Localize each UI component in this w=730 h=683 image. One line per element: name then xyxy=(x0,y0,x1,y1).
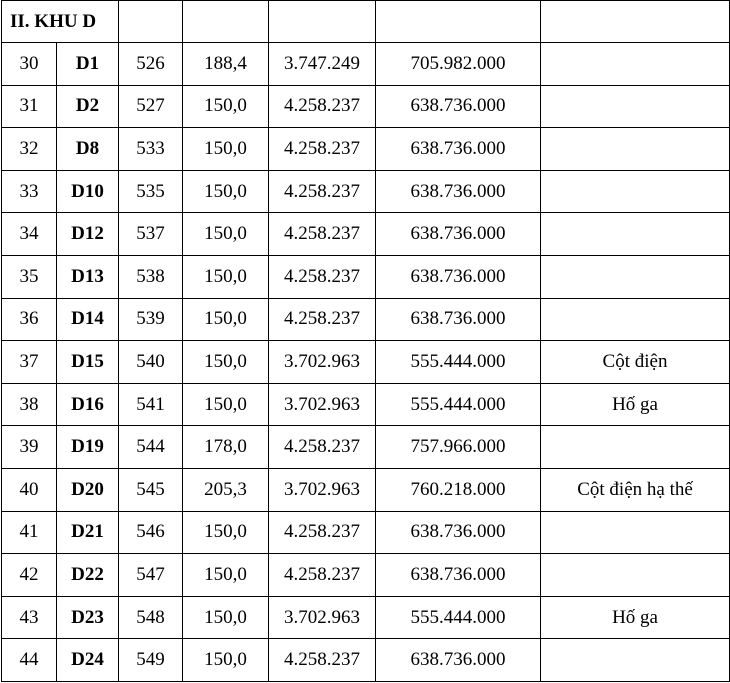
plot-number-cell: 545 xyxy=(119,468,183,511)
unit-price-cell: 3.747.249 xyxy=(269,43,376,86)
stt-cell: 41 xyxy=(2,511,57,554)
lot-code-cell: D15 xyxy=(57,341,119,384)
total-price-cell: 638.736.000 xyxy=(376,298,541,341)
lot-code-cell: D13 xyxy=(57,255,119,298)
plot-number-cell: 539 xyxy=(119,298,183,341)
area-cell: 150,0 xyxy=(183,596,269,639)
lot-code-cell: D19 xyxy=(57,426,119,469)
stt-cell: 35 xyxy=(2,255,57,298)
lot-code-cell: D20 xyxy=(57,468,119,511)
note-cell xyxy=(541,43,730,86)
area-cell: 150,0 xyxy=(183,341,269,384)
table-row xyxy=(2,383,730,426)
lot-code-cell: D24 xyxy=(57,639,119,682)
stt-cell: 30 xyxy=(2,43,57,86)
unit-price-cell: 3.702.963 xyxy=(269,383,376,426)
unit-price-cell: 4.258.237 xyxy=(269,128,376,171)
plot-number-cell: 537 xyxy=(119,213,183,256)
unit-price-cell: 4.258.237 xyxy=(269,426,376,469)
total-price-cell: 638.736.000 xyxy=(376,170,541,213)
stt-cell: 34 xyxy=(2,213,57,256)
unit-price-cell: 4.258.237 xyxy=(269,298,376,341)
total-price-cell: 760.218.000 xyxy=(376,468,541,511)
table-row xyxy=(2,639,730,682)
total-price-cell: 638.736.000 xyxy=(376,554,541,597)
stt-cell: 43 xyxy=(2,596,57,639)
table-row xyxy=(2,298,730,341)
note-cell: Cột điện xyxy=(541,341,730,384)
plot-number-cell: 533 xyxy=(119,128,183,171)
note-cell xyxy=(541,85,730,128)
land-lot-table xyxy=(1,0,730,682)
table-row xyxy=(2,85,730,128)
total-price-cell: 638.736.000 xyxy=(376,255,541,298)
area-cell: 150,0 xyxy=(183,298,269,341)
unit-price-cell: 4.258.237 xyxy=(269,554,376,597)
empty-cell xyxy=(119,1,183,43)
stt-cell: 33 xyxy=(2,170,57,213)
plot-number-cell: 549 xyxy=(119,639,183,682)
lot-code-cell: D10 xyxy=(57,170,119,213)
table-row xyxy=(2,170,730,213)
stt-cell: 32 xyxy=(2,128,57,171)
lot-code-cell: D16 xyxy=(57,383,119,426)
area-cell: 188,4 xyxy=(183,43,269,86)
area-cell: 150,0 xyxy=(183,511,269,554)
lot-code-cell: D21 xyxy=(57,511,119,554)
lot-code-cell: D8 xyxy=(57,128,119,171)
total-price-cell: 555.444.000 xyxy=(376,341,541,384)
total-price-cell: 638.736.000 xyxy=(376,128,541,171)
plot-number-cell: 546 xyxy=(119,511,183,554)
unit-price-cell: 3.702.963 xyxy=(269,596,376,639)
unit-price-cell: 4.258.237 xyxy=(269,639,376,682)
note-cell: Hố ga xyxy=(541,596,730,639)
total-price-cell: 638.736.000 xyxy=(376,213,541,256)
empty-cell xyxy=(183,1,269,43)
stt-cell: 39 xyxy=(2,426,57,469)
total-price-cell: 705.982.000 xyxy=(376,43,541,86)
table-row xyxy=(2,596,730,639)
section-header-row xyxy=(2,1,730,43)
note-cell xyxy=(541,511,730,554)
unit-price-cell: 4.258.237 xyxy=(269,255,376,298)
unit-price-cell: 4.258.237 xyxy=(269,85,376,128)
unit-price-cell: 4.258.237 xyxy=(269,170,376,213)
table-row xyxy=(2,554,730,597)
note-cell xyxy=(541,128,730,171)
stt-cell: 44 xyxy=(2,639,57,682)
unit-price-cell: 4.258.237 xyxy=(269,213,376,256)
unit-price-cell: 3.702.963 xyxy=(269,341,376,384)
plot-number-cell: 527 xyxy=(119,85,183,128)
area-cell: 150,0 xyxy=(183,128,269,171)
note-cell: Hố ga xyxy=(541,383,730,426)
area-cell: 150,0 xyxy=(183,554,269,597)
total-price-cell: 555.444.000 xyxy=(376,596,541,639)
table-row xyxy=(2,468,730,511)
unit-price-cell: 3.702.963 xyxy=(269,468,376,511)
stt-cell: 37 xyxy=(2,341,57,384)
plot-number-cell: 526 xyxy=(119,43,183,86)
area-cell: 150,0 xyxy=(183,255,269,298)
table-body xyxy=(2,1,730,682)
empty-cell xyxy=(376,1,541,43)
stt-cell: 42 xyxy=(2,554,57,597)
table-row xyxy=(2,426,730,469)
area-cell: 150,0 xyxy=(183,85,269,128)
lot-code-cell: D23 xyxy=(57,596,119,639)
area-cell: 150,0 xyxy=(183,170,269,213)
table-row xyxy=(2,213,730,256)
plot-number-cell: 548 xyxy=(119,596,183,639)
lot-code-cell: D1 xyxy=(57,43,119,86)
lot-code-cell: D12 xyxy=(57,213,119,256)
area-cell: 150,0 xyxy=(183,639,269,682)
plot-number-cell: 540 xyxy=(119,341,183,384)
plot-number-cell: 535 xyxy=(119,170,183,213)
note-cell xyxy=(541,298,730,341)
note-cell xyxy=(541,426,730,469)
area-cell: 150,0 xyxy=(183,383,269,426)
area-cell: 178,0 xyxy=(183,426,269,469)
plot-number-cell: 541 xyxy=(119,383,183,426)
total-price-cell: 638.736.000 xyxy=(376,85,541,128)
total-price-cell: 638.736.000 xyxy=(376,511,541,554)
note-cell xyxy=(541,255,730,298)
note-cell: Cột điện hạ thế xyxy=(541,468,730,511)
total-price-cell: 757.966.000 xyxy=(376,426,541,469)
table-row xyxy=(2,128,730,171)
table-row xyxy=(2,255,730,298)
plot-number-cell: 538 xyxy=(119,255,183,298)
stt-cell: 40 xyxy=(2,468,57,511)
lot-code-cell: D14 xyxy=(57,298,119,341)
note-cell xyxy=(541,639,730,682)
stt-cell: 31 xyxy=(2,85,57,128)
table-row xyxy=(2,341,730,384)
stt-cell: 36 xyxy=(2,298,57,341)
note-cell xyxy=(541,170,730,213)
area-cell: 205,3 xyxy=(183,468,269,511)
stt-cell: 38 xyxy=(2,383,57,426)
note-cell xyxy=(541,213,730,256)
total-price-cell: 555.444.000 xyxy=(376,383,541,426)
lot-code-cell: D22 xyxy=(57,554,119,597)
plot-number-cell: 544 xyxy=(119,426,183,469)
table-row xyxy=(2,511,730,554)
section-title: II. KHU D xyxy=(2,1,119,43)
unit-price-cell: 4.258.237 xyxy=(269,511,376,554)
area-cell: 150,0 xyxy=(183,213,269,256)
empty-cell xyxy=(541,1,730,43)
plot-number-cell: 547 xyxy=(119,554,183,597)
empty-cell xyxy=(269,1,376,43)
total-price-cell: 638.736.000 xyxy=(376,639,541,682)
table-row xyxy=(2,43,730,86)
lot-code-cell: D2 xyxy=(57,85,119,128)
note-cell xyxy=(541,554,730,597)
